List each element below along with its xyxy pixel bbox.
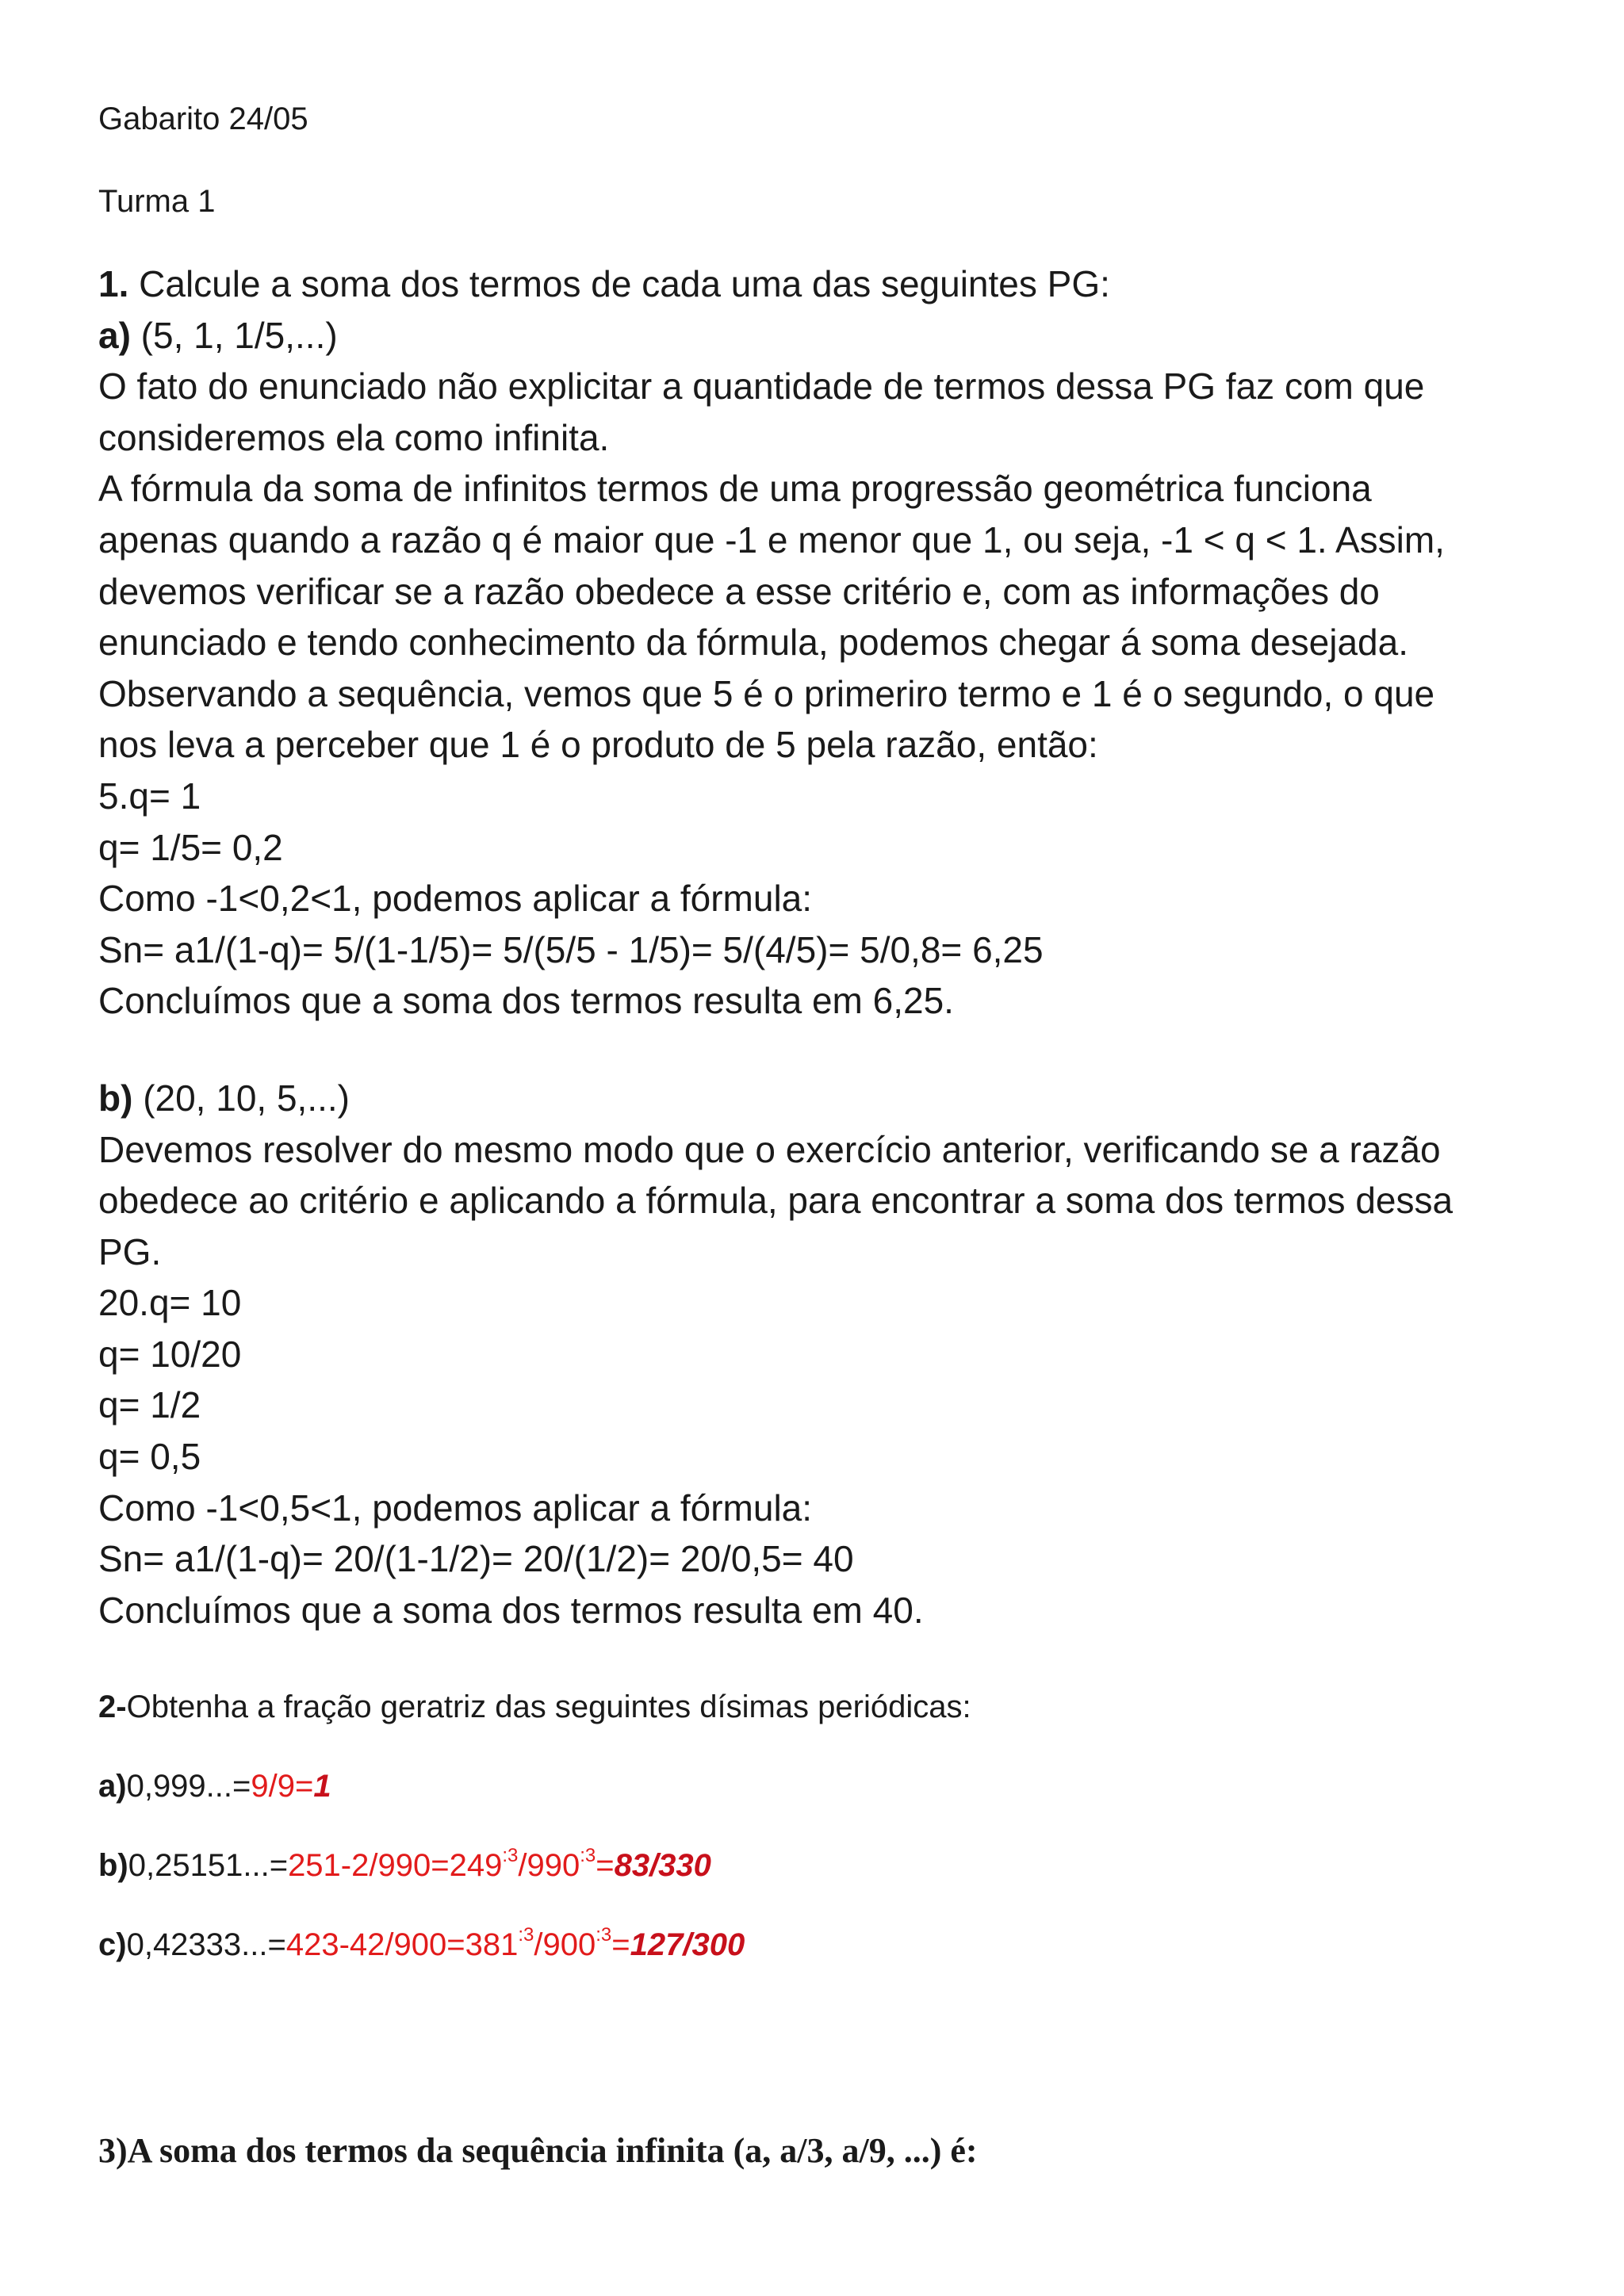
question-1a-heading — [98, 310, 1526, 362]
solution-line: PG. — [98, 1230, 162, 1272]
solution-line: q= 10/20 — [98, 1333, 242, 1375]
solution-line: Observando a sequência, vemos que 5 é o primeriro termo e 1 é o segundo, o que — [98, 672, 1435, 714]
question-1a-label: a) — [98, 314, 131, 356]
solution-line: Devemos resolver do mesmo modo que o exercício anterior, verificando se a razão — [98, 1128, 1441, 1170]
question-1b-sequence: (20, 10, 5,...) — [132, 1077, 350, 1119]
conclusion-line: Concluímos que a soma dos termos resulta em 40. — [98, 1589, 924, 1631]
question-1-number: 1. — [98, 263, 129, 304]
solution-line: q= 1/5= 0,2 — [98, 826, 283, 868]
question-1a-solution — [98, 361, 1526, 1027]
solution-line: O fato do enunciado não explicitar a quantidade de termos dessa PG faz com que — [98, 365, 1425, 408]
solution-line: q= 0,5 — [98, 1436, 201, 1478]
question-1b-solution — [98, 1124, 1526, 1636]
solution-line: A fórmula da soma de infinitos termos de uma progressão geométrica funciona — [98, 468, 1372, 510]
document-title: Gabarito 24/05 — [98, 101, 308, 136]
solution-line: consideremos ela como infinita. — [98, 416, 610, 458]
solution-line: nos leva a perceber que 1 é o produto de 5 pela razão, então: — [98, 724, 1098, 766]
solution-line: devemos verificar se a razão obedece a esse critério e, com as informações do — [98, 570, 1380, 612]
question-1b-heading — [98, 1073, 1526, 1124]
solution-line: Como -1<0,5<1, podemos aplicar a fórmula: — [98, 1487, 813, 1529]
class-label: Turma 1 — [98, 184, 216, 219]
question-2b-result: 83/330 — [614, 1848, 711, 1884]
question-3-statement: 3)A soma dos termos da sequência infinita (a, a/3, a/9, ...) é: — [98, 2131, 978, 2171]
question-2a-result: 1 — [313, 1769, 331, 1804]
question-2b-answer: $b)0,25151...=251-2/990=249^{:3}/990^{:3}=83/330$ — [98, 1845, 711, 1884]
question-2-statement: 2-Obtenha a fração geratriz das seguintes dísimas periódicas: — [98, 1689, 971, 1725]
document-content — [98, 94, 1526, 2176]
question-1b-label: b) — [98, 1077, 133, 1119]
question-2-number: 2- — [98, 1689, 127, 1725]
solution-line: obedece ao critério e aplicando a fórmula, para encontrar a soma dos termos dessa — [98, 1180, 1454, 1222]
solution-line: Como -1<0,2<1, podemos aplicar a fórmula: — [98, 878, 813, 920]
solution-line: 5.q= 1 — [98, 775, 201, 817]
solution-line: apenas quando a razão q é maior que -1 e menor que 1, ou seja, -1 < q < 1. Assim, — [98, 519, 1445, 561]
solution-line: 20.q= 10 — [98, 1282, 242, 1324]
formula-line: Sn= a1/(1-q)= 20/(1-1/2)= 20/(1/2)= 20/0,5= 40 — [98, 1538, 854, 1580]
solution-line: enunciado e tendo conhecimento da fórmula, podemos chegar á soma desejada. — [98, 622, 1408, 664]
formula-line: Sn= a1/(1-q)= 5/(1-1/5)= 5/(5/5 - 1/5)= 5/(4/5)= 5/0,8= 6,25 — [98, 928, 1044, 970]
question-2c-answer: $c)0,42333...=423-42/900=381^{:3}/900^{:3}=127/300$ — [98, 1924, 745, 1963]
conclusion-line: Concluímos que a soma dos termos resulta em 6,25. — [98, 980, 954, 1022]
question-1a-sequence: (5, 1, 1/5,...) — [130, 314, 338, 356]
question-2c-result: 127/300 — [630, 1927, 745, 1963]
question-1-statement: 1. Calcule a soma dos termos de cada uma das seguintes PG: — [98, 263, 1110, 304]
question-2a-answer: a)0,999...=9/9=1 — [98, 1769, 331, 1804]
solution-line: q= 1/2 — [98, 1384, 201, 1426]
